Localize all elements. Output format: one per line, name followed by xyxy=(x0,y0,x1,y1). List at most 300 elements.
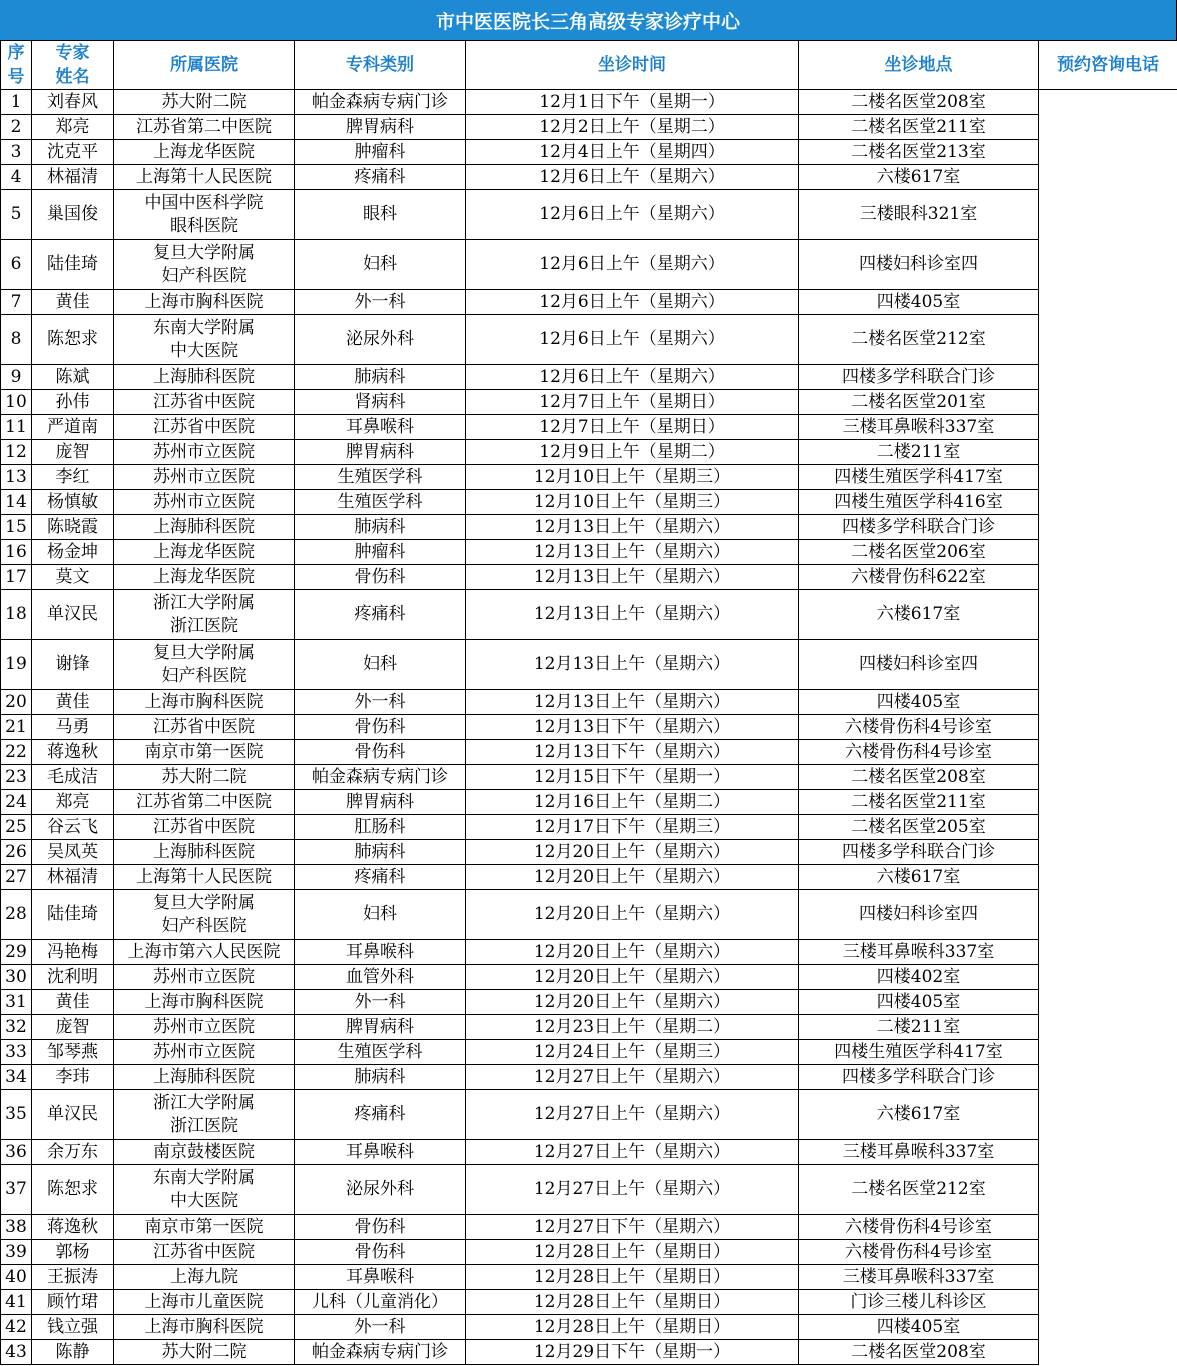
hospital-line: 江苏省中医院 xyxy=(153,716,255,737)
cell-seq: 31 xyxy=(1,990,32,1015)
cell-hospital xyxy=(114,965,295,990)
table-row xyxy=(1,390,1177,415)
cell-name: 黄佳 xyxy=(32,290,114,315)
cell-name: 郭杨 xyxy=(32,1240,114,1265)
cell-dept: 脾胃病科 xyxy=(295,115,466,140)
cell-seq: 7 xyxy=(1,290,32,315)
hospital-line: 苏州市立医院 xyxy=(153,1016,255,1037)
hospital-line: 上海龙华医院 xyxy=(153,141,255,162)
cell-hospital xyxy=(114,890,295,940)
table-row xyxy=(1,740,1177,765)
cell-time: 12月28日上午（星期日） xyxy=(466,1315,799,1340)
cell-seq: 25 xyxy=(1,815,32,840)
cell-dept: 帕金森病专病门诊 xyxy=(295,765,466,790)
cell-name: 沈利明 xyxy=(32,965,114,990)
cell-seq: 11 xyxy=(1,415,32,440)
cell-time: 12月20日上午（星期六） xyxy=(466,865,799,890)
cell-hospital xyxy=(114,1290,295,1315)
cell-seq: 15 xyxy=(1,515,32,540)
cell-time: 12月16日上午（星期二） xyxy=(466,790,799,815)
hospital-line: 东南大学附属 xyxy=(153,1167,255,1188)
cell-location: 门诊三楼儿科诊区 xyxy=(799,1290,1039,1315)
cell-name: 冯艳梅 xyxy=(32,940,114,965)
hospital-line: 中国中医科学院 xyxy=(144,192,264,213)
cell-name: 单汉民 xyxy=(32,1090,114,1140)
cell-seq: 14 xyxy=(1,490,32,515)
cell-name: 庞智 xyxy=(32,1015,114,1040)
header-row xyxy=(1,41,1177,90)
cell-time: 12月13日上午（星期六） xyxy=(466,590,799,640)
hospital-line: 浙江大学附属 xyxy=(153,1092,255,1113)
cell-location: 四楼多学科联合门诊 xyxy=(799,515,1039,540)
cell-location: 二楼名医堂212室 xyxy=(799,315,1039,365)
cell-time: 12月13日上午（星期六） xyxy=(466,565,799,590)
cell-dept: 血管外科 xyxy=(295,965,466,990)
hospital-line: 南京鼓楼医院 xyxy=(153,1141,255,1162)
table-row xyxy=(1,865,1177,890)
cell-time: 12月27日上午（星期六） xyxy=(466,1165,799,1215)
cell-seq: 33 xyxy=(1,1040,32,1065)
cell-seq: 32 xyxy=(1,1015,32,1040)
cell-hospital xyxy=(114,715,295,740)
cell-dept: 肿瘤科 xyxy=(295,140,466,165)
hospital-line: 眼科医院 xyxy=(170,215,238,236)
table-row xyxy=(1,1340,1177,1365)
cell-dept: 骨伤科 xyxy=(295,1240,466,1265)
cell-hospital xyxy=(114,240,295,290)
cell-hospital xyxy=(114,565,295,590)
table-row xyxy=(1,940,1177,965)
header-dept: 专科类别 xyxy=(295,41,466,90)
cell-name: 蒋逸秋 xyxy=(32,1215,114,1240)
cell-location: 四楼405室 xyxy=(799,1315,1039,1340)
hospital-line: 上海第十人民医院 xyxy=(136,866,272,887)
table-row xyxy=(1,815,1177,840)
cell-name: 毛成洁 xyxy=(32,765,114,790)
cell-dept: 泌尿外科 xyxy=(295,315,466,365)
cell-location: 四楼生殖医学科417室 xyxy=(799,465,1039,490)
cell-time: 12月28日上午（星期日） xyxy=(466,1265,799,1290)
cell-time: 12月23日上午（星期二） xyxy=(466,1015,799,1040)
cell-location: 二楼211室 xyxy=(799,1015,1039,1040)
cell-phone xyxy=(1039,90,1177,1365)
cell-name: 钱立强 xyxy=(32,1315,114,1340)
cell-time: 12月27日上午（星期六） xyxy=(466,1090,799,1140)
cell-hospital xyxy=(114,365,295,390)
cell-time: 12月1日下午（星期一） xyxy=(466,90,799,115)
table-row xyxy=(1,515,1177,540)
cell-hospital xyxy=(114,115,295,140)
cell-dept: 帕金森病专病门诊 xyxy=(295,90,466,115)
cell-name: 杨慎敏 xyxy=(32,490,114,515)
cell-seq: 16 xyxy=(1,540,32,565)
cell-location: 二楼名医堂213室 xyxy=(799,140,1039,165)
hospital-line: 上海第十人民医院 xyxy=(136,166,272,187)
cell-hospital xyxy=(114,790,295,815)
cell-location: 二楼名医堂208室 xyxy=(799,765,1039,790)
cell-name: 蒋逸秋 xyxy=(32,740,114,765)
cell-seq: 38 xyxy=(1,1215,32,1240)
cell-name: 李红 xyxy=(32,465,114,490)
cell-time: 12月13日下午（星期六） xyxy=(466,740,799,765)
cell-hospital xyxy=(114,1165,295,1215)
table-row xyxy=(1,1015,1177,1040)
cell-location: 四楼妇科诊室四 xyxy=(799,640,1039,690)
cell-dept: 肺病科 xyxy=(295,365,466,390)
table-row xyxy=(1,590,1177,640)
cell-location: 二楼名医堂211室 xyxy=(799,790,1039,815)
hospital-line: 中大医院 xyxy=(170,1190,238,1211)
cell-dept: 脾胃病科 xyxy=(295,440,466,465)
cell-location: 四楼妇科诊室四 xyxy=(799,240,1039,290)
cell-name: 余万东 xyxy=(32,1140,114,1165)
cell-time: 12月13日下午（星期六） xyxy=(466,715,799,740)
cell-time: 12月15日下午（星期一） xyxy=(466,765,799,790)
cell-seq: 34 xyxy=(1,1065,32,1090)
cell-name: 马勇 xyxy=(32,715,114,740)
cell-name: 莫文 xyxy=(32,565,114,590)
cell-hospital xyxy=(114,190,295,240)
cell-dept: 儿科（儿童消化） xyxy=(295,1290,466,1315)
cell-seq: 28 xyxy=(1,890,32,940)
cell-location: 六楼617室 xyxy=(799,1090,1039,1140)
cell-time: 12月28日上午（星期日） xyxy=(466,1290,799,1315)
cell-dept: 骨伤科 xyxy=(295,1215,466,1240)
cell-hospital xyxy=(114,1340,295,1365)
header-seq: 序 号 xyxy=(1,41,32,90)
cell-seq: 24 xyxy=(1,790,32,815)
cell-dept: 疼痛科 xyxy=(295,1090,466,1140)
cell-seq: 3 xyxy=(1,140,32,165)
cell-location: 三楼眼科321室 xyxy=(799,190,1039,240)
cell-hospital xyxy=(114,1090,295,1140)
cell-hospital xyxy=(114,140,295,165)
cell-name: 陈晓霞 xyxy=(32,515,114,540)
hospital-line: 妇产科医院 xyxy=(161,665,247,686)
cell-name: 刘春风 xyxy=(32,90,114,115)
cell-time: 12月13日上午（星期六） xyxy=(466,690,799,715)
table-row xyxy=(1,640,1177,690)
header-location: 坐诊地点 xyxy=(799,41,1039,90)
table-row xyxy=(1,1265,1177,1290)
cell-name: 吴凤英 xyxy=(32,840,114,865)
cell-time: 12月20日上午（星期六） xyxy=(466,890,799,940)
cell-name: 陈静 xyxy=(32,1340,114,1365)
cell-hospital xyxy=(114,590,295,640)
cell-location: 四楼405室 xyxy=(799,290,1039,315)
hospital-line: 江苏省中医院 xyxy=(153,416,255,437)
cell-dept: 骨伤科 xyxy=(295,715,466,740)
cell-name: 李玮 xyxy=(32,1065,114,1090)
cell-seq: 26 xyxy=(1,840,32,865)
cell-location: 二楼名医堂208室 xyxy=(799,90,1039,115)
cell-seq: 12 xyxy=(1,440,32,465)
table-row xyxy=(1,165,1177,190)
cell-name: 严道南 xyxy=(32,415,114,440)
cell-hospital xyxy=(114,540,295,565)
cell-time: 12月6日上午（星期六） xyxy=(466,315,799,365)
cell-location: 四楼生殖医学科417室 xyxy=(799,1040,1039,1065)
cell-time: 12月13日上午（星期六） xyxy=(466,515,799,540)
cell-seq: 9 xyxy=(1,365,32,390)
cell-name: 巢国俊 xyxy=(32,190,114,240)
cell-dept: 脾胃病科 xyxy=(295,790,466,815)
cell-hospital xyxy=(114,740,295,765)
table-row xyxy=(1,190,1177,240)
cell-location: 四楼生殖医学科416室 xyxy=(799,490,1039,515)
hospital-line: 江苏省中医院 xyxy=(153,816,255,837)
cell-location: 二楼211室 xyxy=(799,440,1039,465)
cell-dept: 肺病科 xyxy=(295,840,466,865)
cell-seq: 18 xyxy=(1,590,32,640)
cell-location: 四楼多学科联合门诊 xyxy=(799,840,1039,865)
cell-time: 12月13日上午（星期六） xyxy=(466,640,799,690)
cell-location: 四楼405室 xyxy=(799,990,1039,1015)
cell-name: 陈恕求 xyxy=(32,315,114,365)
cell-hospital xyxy=(114,465,295,490)
cell-hospital xyxy=(114,1065,295,1090)
cell-name: 单汉民 xyxy=(32,590,114,640)
cell-dept: 眼科 xyxy=(295,190,466,240)
cell-hospital xyxy=(114,315,295,365)
cell-seq: 19 xyxy=(1,640,32,690)
cell-time: 12月24日上午（星期三） xyxy=(466,1040,799,1065)
hospital-line: 江苏省第二中医院 xyxy=(136,116,272,137)
cell-name: 王振涛 xyxy=(32,1265,114,1290)
cell-time: 12月20日上午（星期六） xyxy=(466,990,799,1015)
cell-time: 12月6日上午（星期六） xyxy=(466,240,799,290)
table-row xyxy=(1,290,1177,315)
cell-dept: 疼痛科 xyxy=(295,165,466,190)
header-hospital: 所属医院 xyxy=(114,41,295,90)
hospital-line: 上海肺科医院 xyxy=(153,841,255,862)
table-row xyxy=(1,440,1177,465)
cell-dept: 骨伤科 xyxy=(295,740,466,765)
hospital-line: 浙江医院 xyxy=(170,615,238,636)
cell-seq: 23 xyxy=(1,765,32,790)
cell-time: 12月13日上午（星期六） xyxy=(466,540,799,565)
cell-seq: 41 xyxy=(1,1290,32,1315)
hospital-line: 江苏省第二中医院 xyxy=(136,791,272,812)
cell-name: 邹琴燕 xyxy=(32,1040,114,1065)
cell-location: 三楼耳鼻喉科337室 xyxy=(799,940,1039,965)
cell-dept: 肺病科 xyxy=(295,1065,466,1090)
cell-time: 12月10日上午（星期三） xyxy=(466,465,799,490)
table-row xyxy=(1,490,1177,515)
cell-dept: 疼痛科 xyxy=(295,865,466,890)
cell-dept: 帕金森病专病门诊 xyxy=(295,1340,466,1365)
cell-dept: 肿瘤科 xyxy=(295,540,466,565)
header-phone: 预约咨询电话 xyxy=(1039,41,1177,90)
hospital-line: 上海龙华医院 xyxy=(153,541,255,562)
hospital-line: 江苏省中医院 xyxy=(153,1241,255,1262)
cell-time: 12月28日上午（星期日） xyxy=(466,1240,799,1265)
table-row xyxy=(1,1290,1177,1315)
hospital-line: 妇产科医院 xyxy=(161,265,247,286)
cell-hospital xyxy=(114,1015,295,1040)
cell-hospital xyxy=(114,690,295,715)
cell-name: 谷云飞 xyxy=(32,815,114,840)
table-row xyxy=(1,965,1177,990)
cell-time: 12月6日上午（星期六） xyxy=(466,365,799,390)
cell-hospital xyxy=(114,1315,295,1340)
table-row xyxy=(1,565,1177,590)
hospital-line: 苏大附二院 xyxy=(161,91,247,112)
hospital-line: 上海市儿童医院 xyxy=(144,1291,264,1312)
hospital-line: 上海肺科医院 xyxy=(153,366,255,387)
cell-dept: 外一科 xyxy=(295,1315,466,1340)
cell-time: 12月6日上午（星期六） xyxy=(466,165,799,190)
cell-dept: 疼痛科 xyxy=(295,590,466,640)
cell-dept: 肺病科 xyxy=(295,515,466,540)
cell-seq: 30 xyxy=(1,965,32,990)
cell-time: 12月10日上午（星期三） xyxy=(466,490,799,515)
cell-location: 六楼骨伤科622室 xyxy=(799,565,1039,590)
cell-location: 六楼骨伤科4号诊室 xyxy=(799,1215,1039,1240)
cell-seq: 43 xyxy=(1,1340,32,1365)
cell-hospital xyxy=(114,840,295,865)
cell-seq: 17 xyxy=(1,565,32,590)
cell-hospital xyxy=(114,990,295,1015)
cell-dept: 外一科 xyxy=(295,290,466,315)
cell-seq: 13 xyxy=(1,465,32,490)
cell-seq: 29 xyxy=(1,940,32,965)
table-row xyxy=(1,890,1177,940)
table-row xyxy=(1,1165,1177,1215)
hospital-line: 浙江大学附属 xyxy=(153,592,255,613)
cell-hospital xyxy=(114,1215,295,1240)
cell-location: 六楼骨伤科4号诊室 xyxy=(799,1240,1039,1265)
cell-name: 林福清 xyxy=(32,865,114,890)
cell-name: 陆佳琦 xyxy=(32,890,114,940)
table-row xyxy=(1,465,1177,490)
cell-location: 六楼617室 xyxy=(799,165,1039,190)
cell-seq: 39 xyxy=(1,1240,32,1265)
table-row xyxy=(1,1065,1177,1090)
hospital-line: 江苏省中医院 xyxy=(153,391,255,412)
cell-location: 四楼402室 xyxy=(799,965,1039,990)
cell-seq: 20 xyxy=(1,690,32,715)
cell-hospital xyxy=(114,290,295,315)
cell-location: 四楼405室 xyxy=(799,690,1039,715)
cell-seq: 10 xyxy=(1,390,32,415)
cell-hospital xyxy=(114,765,295,790)
cell-time: 12月20日上午（星期六） xyxy=(466,840,799,865)
cell-dept: 脾胃病科 xyxy=(295,1015,466,1040)
cell-time: 12月29日下午（星期一） xyxy=(466,1340,799,1365)
cell-time: 12月6日上午（星期六） xyxy=(466,190,799,240)
hospital-line: 复旦大学附属 xyxy=(153,642,255,663)
cell-dept: 肛肠科 xyxy=(295,815,466,840)
hospital-line: 上海市第六人民医院 xyxy=(127,941,281,962)
table-row xyxy=(1,140,1177,165)
cell-name: 谢锋 xyxy=(32,640,114,690)
cell-seq: 6 xyxy=(1,240,32,290)
cell-location: 二楼名医堂212室 xyxy=(799,1165,1039,1215)
cell-dept: 耳鼻喉科 xyxy=(295,1265,466,1290)
hospital-line: 浙江医院 xyxy=(170,1115,238,1136)
cell-dept: 肾病科 xyxy=(295,390,466,415)
cell-name: 杨金坤 xyxy=(32,540,114,565)
hospital-line: 南京市第一医院 xyxy=(144,1216,264,1237)
cell-location: 六楼骨伤科4号诊室 xyxy=(799,715,1039,740)
cell-location: 六楼骨伤科4号诊室 xyxy=(799,740,1039,765)
table-row xyxy=(1,315,1177,365)
cell-name: 顾竹珺 xyxy=(32,1290,114,1315)
hospital-line: 苏州市立医院 xyxy=(153,466,255,487)
cell-seq: 8 xyxy=(1,315,32,365)
cell-name: 郑亮 xyxy=(32,790,114,815)
table-row xyxy=(1,765,1177,790)
table-row xyxy=(1,715,1177,740)
table-row xyxy=(1,690,1177,715)
cell-time: 12月2日上午（星期二） xyxy=(466,115,799,140)
cell-hospital xyxy=(114,440,295,465)
hospital-line: 上海市胸科医院 xyxy=(144,1316,264,1337)
cell-name: 郑亮 xyxy=(32,115,114,140)
table-row xyxy=(1,790,1177,815)
cell-hospital xyxy=(114,1265,295,1290)
cell-seq: 27 xyxy=(1,865,32,890)
cell-time: 12月27日下午（星期六） xyxy=(466,1215,799,1240)
cell-location: 二楼名医堂205室 xyxy=(799,815,1039,840)
cell-hospital xyxy=(114,865,295,890)
cell-time: 12月27日上午（星期六） xyxy=(466,1140,799,1165)
hospital-line: 苏州市立医院 xyxy=(153,966,255,987)
cell-hospital xyxy=(114,640,295,690)
hospital-line: 苏大附二院 xyxy=(161,766,247,787)
cell-time: 12月7日上午（星期日） xyxy=(466,415,799,440)
cell-location: 四楼多学科联合门诊 xyxy=(799,1065,1039,1090)
cell-hospital xyxy=(114,940,295,965)
cell-time: 12月9日上午（星期二） xyxy=(466,440,799,465)
hospital-line: 南京市第一医院 xyxy=(144,741,264,762)
cell-hospital xyxy=(114,1240,295,1265)
cell-seq: 37 xyxy=(1,1165,32,1215)
schedule-table xyxy=(0,40,1177,1365)
hospital-line: 妇产科医院 xyxy=(161,915,247,936)
table-row xyxy=(1,1040,1177,1065)
cell-time: 12月20日上午（星期六） xyxy=(466,965,799,990)
cell-dept: 耳鼻喉科 xyxy=(295,940,466,965)
cell-name: 黄佳 xyxy=(32,690,114,715)
cell-dept: 妇科 xyxy=(295,640,466,690)
cell-hospital xyxy=(114,515,295,540)
hospital-line: 上海九院 xyxy=(170,1266,238,1287)
table-row xyxy=(1,365,1177,390)
hospital-line: 复旦大学附属 xyxy=(153,242,255,263)
cell-hospital xyxy=(114,1040,295,1065)
cell-seq: 21 xyxy=(1,715,32,740)
header-time: 坐诊时间 xyxy=(466,41,799,90)
hospital-line: 上海市胸科医院 xyxy=(144,991,264,1012)
table-row xyxy=(1,415,1177,440)
cell-seq: 4 xyxy=(1,165,32,190)
cell-location: 二楼名医堂206室 xyxy=(799,540,1039,565)
cell-seq: 36 xyxy=(1,1140,32,1165)
cell-name: 陈恕求 xyxy=(32,1165,114,1215)
cell-location: 二楼名医堂211室 xyxy=(799,115,1039,140)
cell-location: 三楼耳鼻喉科337室 xyxy=(799,415,1039,440)
cell-seq: 5 xyxy=(1,190,32,240)
cell-dept: 妇科 xyxy=(295,890,466,940)
hospital-line: 苏州市立医院 xyxy=(153,441,255,462)
cell-name: 黄佳 xyxy=(32,990,114,1015)
cell-time: 12月4日上午（星期四） xyxy=(466,140,799,165)
cell-dept: 妇科 xyxy=(295,240,466,290)
hospital-line: 复旦大学附属 xyxy=(153,892,255,913)
cell-time: 12月27日上午（星期六） xyxy=(466,1065,799,1090)
